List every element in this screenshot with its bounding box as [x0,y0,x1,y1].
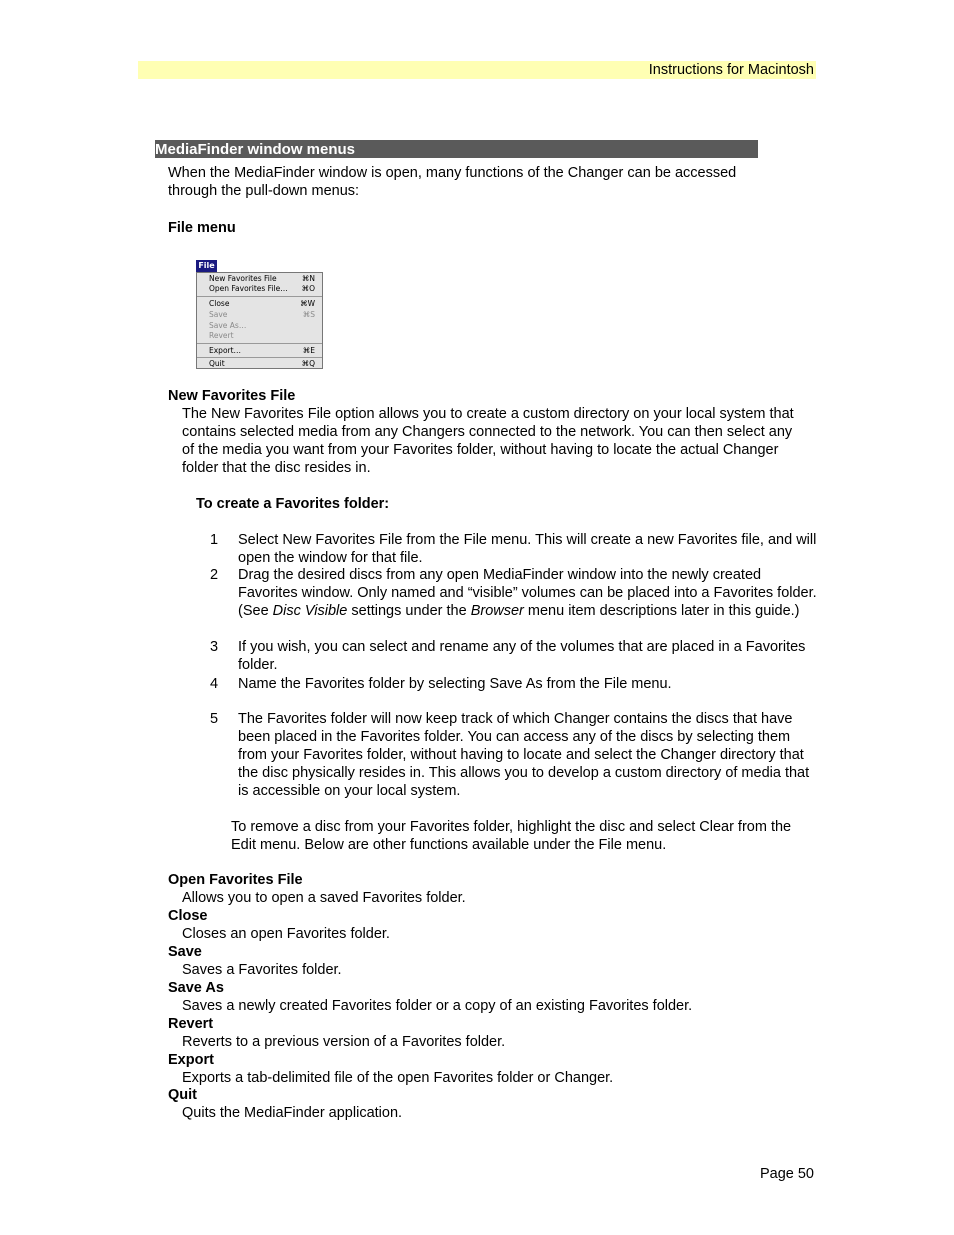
header-title: Instructions for Macintosh [648,62,814,78]
function-desc: Allows you to open a saved Favorites folder. [182,890,466,906]
menu-item-label: Quit [209,359,225,368]
function-term: Quit [168,1087,197,1103]
step-text: If you wish, you can select and rename any of the volumes that are placed in a Favorites folder. [238,639,806,673]
remove-note: To remove a disc from your Favorites folder, highlight the disc and select Clear from the Edit menu. Below are other functions available under the File menu. [231,819,792,853]
menu-item-close [209,299,317,309]
menu-item-shortcut: ⌘E [302,346,315,355]
menu-item-label: New Favorites File [209,274,277,283]
function-term: Export [168,1052,214,1068]
page-number: Page 50 [759,1166,814,1182]
step-text-emphasis: Disc Visible [272,603,348,619]
menu-item-label: Save [209,310,228,319]
new-favorites-heading: New Favorites File [168,388,296,404]
menu-item-shortcut: ⌘W [300,299,315,308]
menu-item-label: Save As… [209,321,247,330]
menu-title-file: File [196,260,217,272]
menu-separator [197,296,322,297]
step-number: 3 [210,639,219,655]
menu-item-shortcut: ⌘N [301,274,315,283]
menu-item-label: Revert [209,331,234,340]
section-title: MediaFinder window menus [155,140,758,158]
function-desc: Quits the MediaFinder application. [182,1105,403,1121]
function-term: Open Favorites File [168,872,303,888]
menu-item-shortcut: ⌘Q [301,359,315,368]
step-text-part: menu item descriptions later in this guide.) [523,603,800,619]
step-text-part: settings under the [347,603,471,619]
step-number: 4 [210,676,219,692]
file-menu-heading: File menu [168,220,236,236]
menu-separator [197,357,322,358]
function-desc: Exports a tab-delimited file of the open Favorites folder or Changer. [182,1070,614,1086]
menu-item-shortcut: ⌘O [301,284,315,293]
menu-item-new-favorites [209,274,317,284]
menu-item-save-as [209,321,317,331]
menu-panel [196,272,323,369]
function-desc: Saves a newly created Favorites folder or a copy of an existing Favorites folder. [182,998,693,1014]
step-number: 1 [210,532,219,548]
create-favorites-subheading: To create a Favorites folder: [196,496,390,512]
menu-item-open-favorites [209,284,317,294]
menu-item-label: Open Favorites File… [209,284,288,293]
step-text-part: Drag the desired discs from any open MediaFinder window into the newly created Favorites window. Only named and “visible” volumes can be placed into a Favorites folder. (See [238,567,817,619]
step-number: 5 [210,711,219,727]
menu-item-revert [209,331,317,341]
menu-separator [197,343,322,344]
step-number: 2 [210,567,219,583]
intro-paragraph: When the MediaFinder window is open, many functions of the Changer can be accessed through the pull-down menus: [168,165,737,199]
menu-item-shortcut: ⌘S [302,310,315,319]
new-favorites-paragraph: The New Favorites File option allows you to create a custom directory on your local system that contains selected media from any Changers connected to the network. You can then select any of the media you want from your Favorites folder, without having to locate the actual Changer folder that the disc resides in. [182,406,794,476]
function-term: Close [168,908,208,924]
file-menu-screenshot [196,260,324,370]
menu-item-save [209,310,317,320]
step-text: Select New Favorites File from the File menu. This will create a new Favorites file, and will open the window for that file. [238,532,817,566]
step-text-emphasis: Browser [470,603,524,619]
function-desc: Closes an open Favorites folder. [182,926,390,942]
function-term: Save [168,944,202,960]
function-desc: Reverts to a previous version of a Favorites folder. [182,1034,506,1050]
menu-item-label: Export… [209,346,242,355]
step-text: Name the Favorites folder by selecting Save As from the File menu. [238,676,672,692]
menu-item-label: Close [209,299,230,308]
step-text: The Favorites folder will now keep track of which Changer contains the discs that have been placed in the Favorites folder. You can access any of the discs by selecting them from your Favorites folder, without having to locate and select the Changer directory that the disc physically resides in. This allows you to develop a custom directory of media that is accessible on your local system. [238,711,810,799]
function-desc: Saves a Favorites folder. [182,962,342,978]
menu-item-quit [209,359,317,369]
step-text [238,566,818,620]
function-term: Revert [168,1016,214,1032]
menu-item-export [209,346,317,356]
function-term: Save As [168,980,224,996]
